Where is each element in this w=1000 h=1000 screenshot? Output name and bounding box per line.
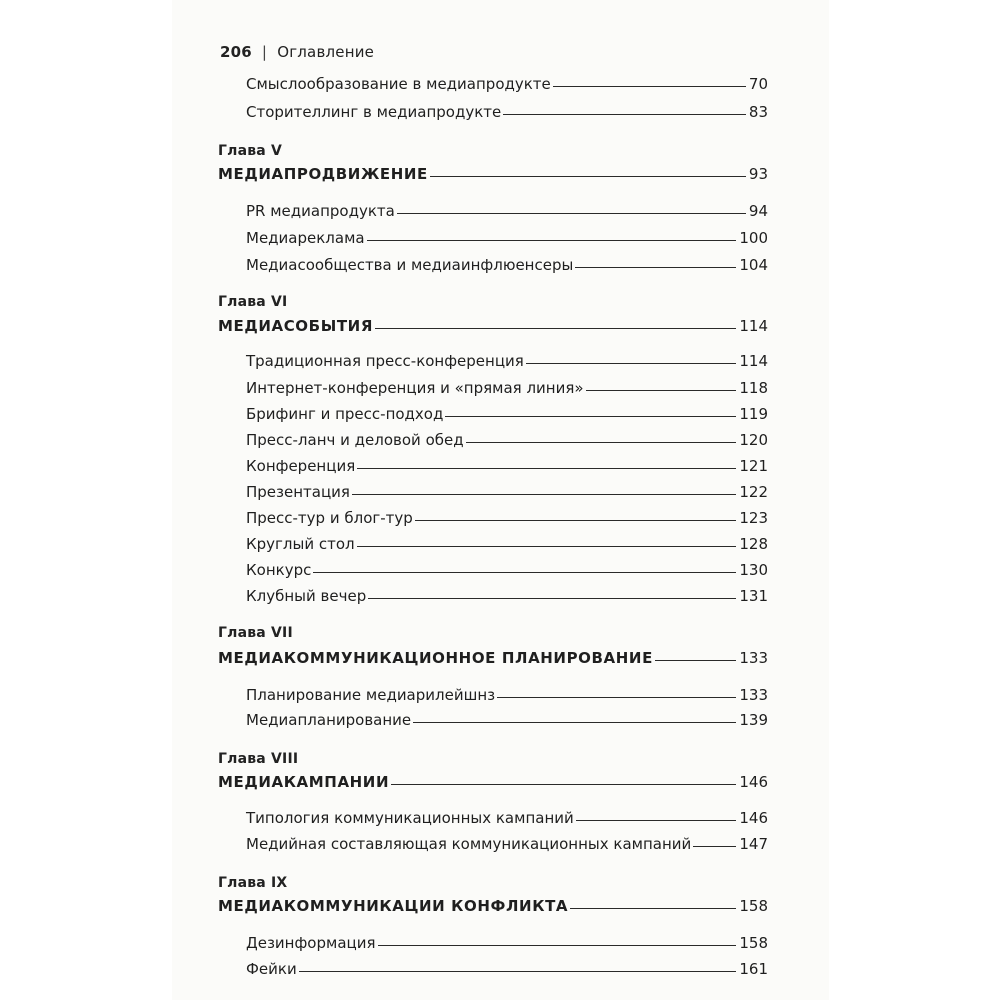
entry-title: МЕДИАКАМПАНИИ (218, 773, 390, 791)
chapter-title-entry[interactable] (218, 773, 768, 791)
entry-leader (586, 390, 737, 391)
entry-leader (357, 546, 737, 547)
entry-title: Конференция (246, 457, 356, 475)
entry-page: 122 (739, 483, 768, 501)
entry-page: 130 (739, 561, 768, 579)
toc-entry[interactable] (246, 587, 768, 605)
entry-page: 139 (739, 711, 768, 729)
entry-title: Конкурс (246, 561, 312, 579)
header-title: Оглавление (277, 43, 375, 61)
entry-title: Медийная составляющая коммуникационных кампаний (246, 835, 692, 853)
entry-leader (375, 328, 736, 329)
toc-entry[interactable] (246, 686, 768, 704)
entry-page: 120 (739, 431, 768, 449)
entry-page: 118 (739, 379, 768, 397)
entry-leader (378, 945, 737, 946)
entry-title: Медиареклама (246, 229, 365, 247)
entry-title: Круглый стол (246, 535, 355, 553)
entry-page: 123 (739, 509, 768, 527)
entry-leader (430, 176, 746, 177)
toc-entry[interactable] (246, 835, 768, 853)
entry-leader (367, 240, 737, 241)
entry-title: Клубный вечер (246, 587, 367, 605)
toc-entry[interactable] (246, 809, 768, 827)
entry-page: 133 (739, 686, 768, 704)
entry-title: Дезинформация (246, 934, 376, 952)
chapter-label: Глава VI (218, 294, 288, 310)
chapter-title-entry[interactable] (218, 165, 768, 183)
entry-page: 94 (748, 202, 768, 220)
entry-leader (655, 660, 736, 661)
entry-title: Презентация (246, 483, 350, 501)
toc-entry[interactable] (246, 405, 768, 423)
entry-leader (413, 722, 736, 723)
entry-page: 121 (739, 457, 768, 475)
entry-leader (503, 114, 746, 115)
entry-page: 104 (739, 256, 768, 274)
toc-entry[interactable] (246, 229, 768, 247)
entry-title: Традиционная пресс-конференция (246, 352, 524, 370)
chapter-title-entry[interactable] (218, 649, 768, 667)
entry-leader (391, 784, 736, 785)
toc-entry[interactable] (246, 934, 768, 952)
toc-entry[interactable] (246, 352, 768, 370)
entry-leader (693, 846, 736, 847)
entry-leader (576, 820, 737, 821)
toc-entry[interactable] (246, 535, 768, 553)
toc-entry[interactable] (246, 960, 768, 978)
entry-title: Смыслообразование в медиапродукте (246, 75, 551, 93)
entry-leader (397, 213, 746, 214)
entry-page: 133 (739, 649, 768, 667)
entry-page: 128 (739, 535, 768, 553)
entry-title: Интернет-конференция и «прямая линия» (246, 379, 584, 397)
entry-title: Фейки (246, 960, 297, 978)
entry-leader (357, 468, 736, 469)
entry-leader (445, 416, 736, 417)
entry-title: Брифинг и пресс-подход (246, 405, 444, 423)
entry-leader (497, 697, 736, 698)
entry-leader (575, 267, 736, 268)
entry-page: 100 (739, 229, 768, 247)
entry-leader (415, 520, 737, 521)
toc-entry[interactable] (246, 75, 768, 93)
toc-entry[interactable] (246, 431, 768, 449)
chapter-label: Глава IX (218, 875, 288, 891)
toc-entry[interactable] (246, 711, 768, 729)
entry-page: 131 (739, 587, 768, 605)
entry-leader (368, 598, 736, 599)
entry-title: PR медиапродукта (246, 202, 395, 220)
entry-page: 158 (739, 897, 768, 915)
entry-title: Пресс-ланч и деловой обед (246, 431, 464, 449)
entry-leader (313, 572, 736, 573)
entry-page: 146 (739, 773, 768, 791)
chapter-title-entry[interactable] (218, 317, 768, 335)
toc-entry[interactable] (246, 457, 768, 475)
header-separator: | (261, 43, 268, 61)
entry-leader (570, 908, 736, 909)
entry-leader (466, 442, 737, 443)
chapter-label: Глава VII (218, 625, 293, 641)
entry-page: 114 (739, 317, 768, 335)
entry-title: Сторителлинг в медиапродукте (246, 103, 502, 121)
entry-title: МЕДИАСОБЫТИЯ (218, 317, 373, 335)
entry-title: Медиапланирование (246, 711, 412, 729)
toc-entry[interactable] (246, 561, 768, 579)
entry-page: 93 (748, 165, 768, 183)
entry-page: 119 (739, 405, 768, 423)
entry-page: 158 (739, 934, 768, 952)
page-number: 206 (220, 43, 252, 61)
entry-title: МЕДИАПРОДВИЖЕНИЕ (218, 165, 428, 183)
toc-entry[interactable] (246, 256, 768, 274)
entry-leader (553, 86, 746, 87)
toc-entry[interactable] (246, 379, 768, 397)
entry-title: Медиасообщества и медиаинфлюенсеры (246, 256, 574, 274)
toc-entry[interactable] (246, 103, 768, 121)
toc-entry[interactable] (246, 202, 768, 220)
chapter-label: Глава VIII (218, 751, 299, 767)
entry-leader (526, 363, 737, 364)
entry-leader (299, 971, 737, 972)
chapter-title-entry[interactable] (218, 897, 768, 915)
entry-page: 146 (739, 809, 768, 827)
entry-title: Пресс-тур и блог-тур (246, 509, 413, 527)
entry-title: Планирование медиарилейшнз (246, 686, 496, 704)
toc-entry[interactable] (246, 509, 768, 527)
entry-page: 83 (748, 103, 768, 121)
chapter-label: Глава V (218, 143, 283, 159)
entry-page: 114 (739, 352, 768, 370)
toc-entry[interactable] (246, 483, 768, 501)
entry-title: МЕДИАКОММУНИКАЦИОННОЕ ПЛАНИРОВАНИЕ (218, 649, 653, 667)
entry-leader (352, 494, 736, 495)
entry-page: 147 (739, 835, 768, 853)
entry-page: 70 (748, 75, 768, 93)
entry-title: МЕДИАКОММУНИКАЦИИ КОНФЛИКТА (218, 897, 569, 915)
entry-page: 161 (739, 960, 768, 978)
entry-title: Типология коммуникационных кампаний (246, 809, 574, 827)
